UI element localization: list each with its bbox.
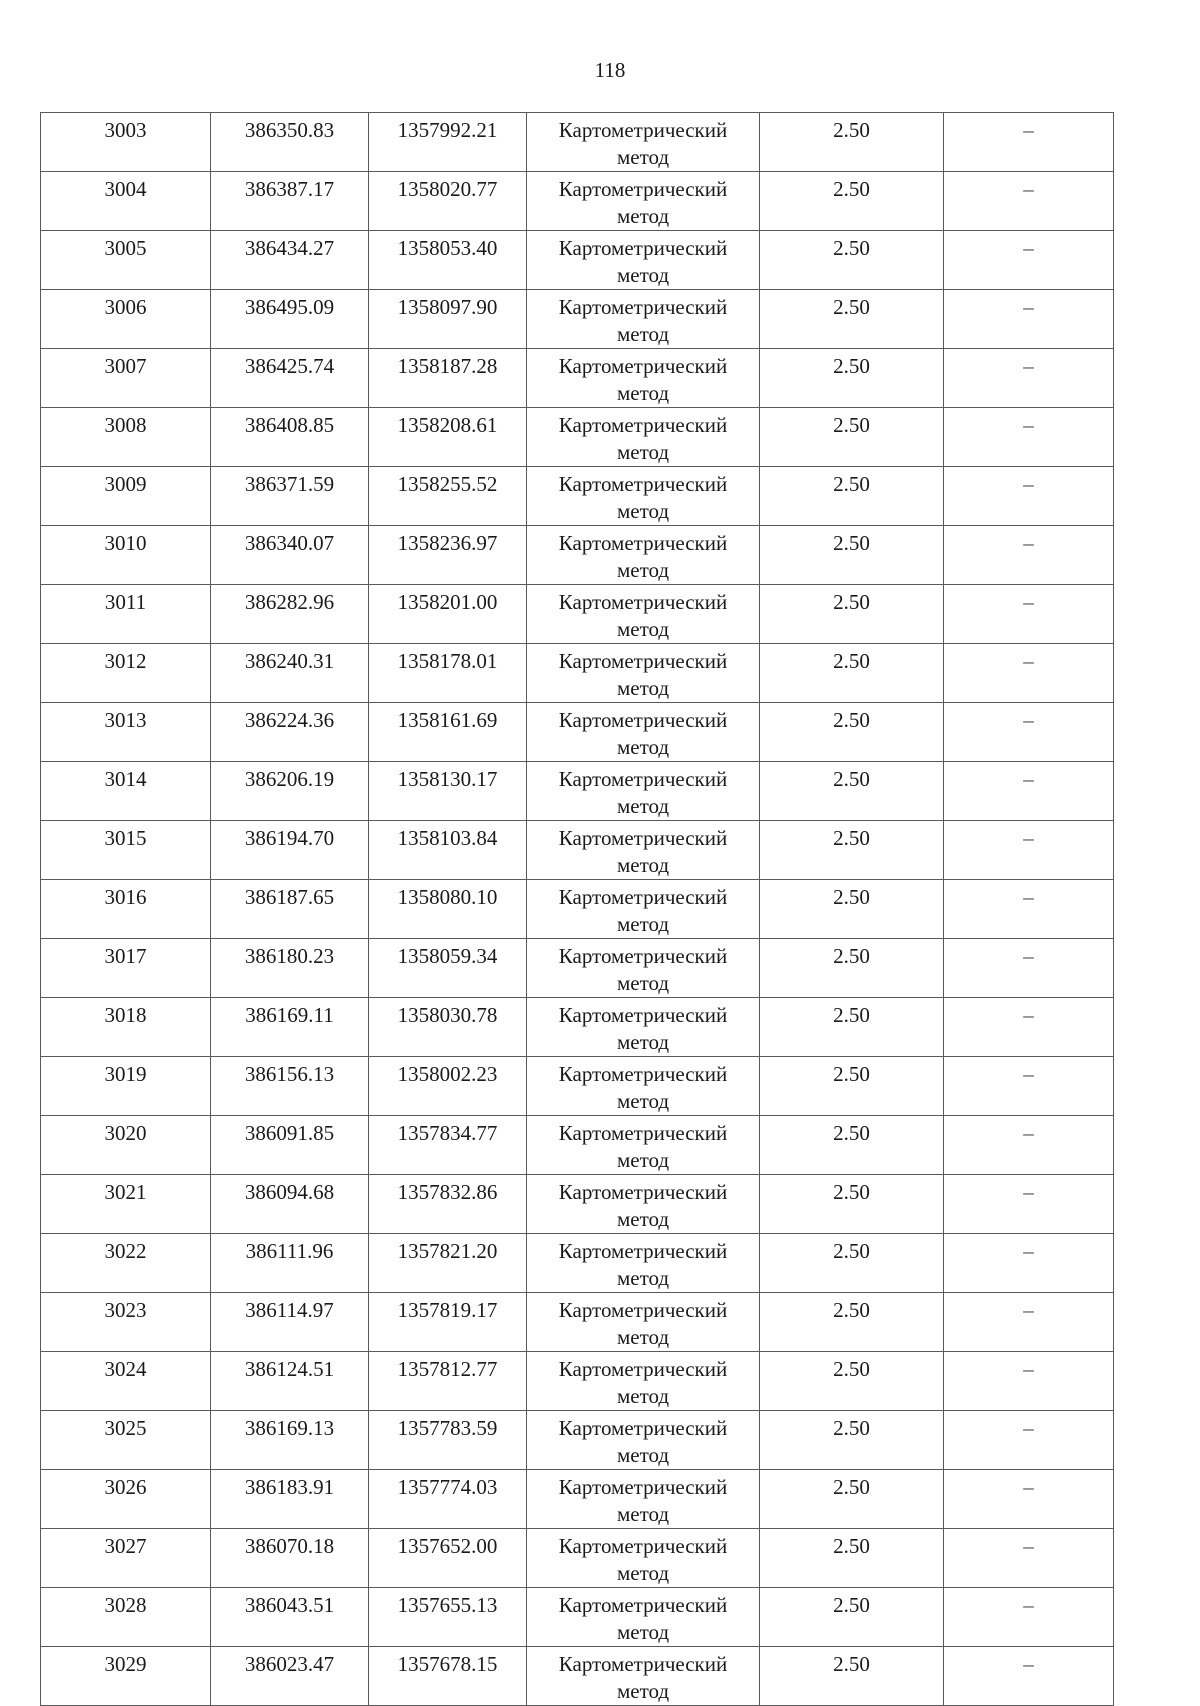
x-coordinate-cell: 386043.51 [211,1588,369,1647]
x-coordinate-cell: 386240.31 [211,644,369,703]
y-coordinate-cell: 1357678.15 [369,1647,527,1706]
method-cell: Картометрический метод [527,1234,760,1293]
point-number-cell: 3020 [41,1116,211,1175]
method-cell: Картометрический метод [527,526,760,585]
x-coordinate-cell: 386169.11 [211,998,369,1057]
note-cell: – [944,290,1114,349]
table-row [41,231,1114,290]
y-coordinate-cell: 1357652.00 [369,1529,527,1588]
table-row [41,998,1114,1057]
method-cell: Картометрический метод [527,1529,760,1588]
method-cell: Картометрический метод [527,1470,760,1529]
note-cell: – [944,703,1114,762]
y-coordinate-cell: 1357783.59 [369,1411,527,1470]
note-cell: – [944,231,1114,290]
y-coordinate-cell: 1358187.28 [369,349,527,408]
point-number-cell: 3011 [41,585,211,644]
accuracy-cell: 2.50 [760,821,944,880]
table-row [41,703,1114,762]
note-cell: – [944,172,1114,231]
point-number-cell: 3009 [41,467,211,526]
table-row [41,939,1114,998]
note-cell: – [944,1411,1114,1470]
x-coordinate-cell: 386224.36 [211,703,369,762]
table-row [41,349,1114,408]
point-number-cell: 3027 [41,1529,211,1588]
note-cell: – [944,1057,1114,1116]
y-coordinate-cell: 1358103.84 [369,821,527,880]
note-cell: – [944,821,1114,880]
y-coordinate-cell: 1358097.90 [369,290,527,349]
table-row [41,1175,1114,1234]
note-cell: – [944,1529,1114,1588]
point-number-cell: 3029 [41,1647,211,1706]
x-coordinate-cell: 386111.96 [211,1234,369,1293]
method-cell: Картометрический метод [527,467,760,526]
accuracy-cell: 2.50 [760,1057,944,1116]
accuracy-cell: 2.50 [760,998,944,1057]
accuracy-cell: 2.50 [760,880,944,939]
table-body [41,113,1114,1706]
y-coordinate-cell: 1358208.61 [369,408,527,467]
method-cell: Картометрический метод [527,821,760,880]
method-cell: Картометрический метод [527,290,760,349]
point-number-cell: 3017 [41,939,211,998]
y-coordinate-cell: 1358059.34 [369,939,527,998]
point-number-cell: 3019 [41,1057,211,1116]
accuracy-cell: 2.50 [760,585,944,644]
note-cell: – [944,1352,1114,1411]
note-cell: – [944,1234,1114,1293]
point-number-cell: 3004 [41,172,211,231]
table-row [41,1116,1114,1175]
y-coordinate-cell: 1358053.40 [369,231,527,290]
method-cell: Картометрический метод [527,998,760,1057]
table-row [41,1411,1114,1470]
note-cell: – [944,939,1114,998]
note-cell: – [944,1293,1114,1352]
method-cell: Картометрический метод [527,703,760,762]
method-cell: Картометрический метод [527,1352,760,1411]
table-row [41,408,1114,467]
table-row [41,172,1114,231]
y-coordinate-cell: 1358020.77 [369,172,527,231]
x-coordinate-cell: 386282.96 [211,585,369,644]
accuracy-cell: 2.50 [760,1175,944,1234]
point-number-cell: 3007 [41,349,211,408]
accuracy-cell: 2.50 [760,1588,944,1647]
table-row [41,1470,1114,1529]
point-number-cell: 3021 [41,1175,211,1234]
x-coordinate-cell: 386169.13 [211,1411,369,1470]
y-coordinate-cell: 1357655.13 [369,1588,527,1647]
accuracy-cell: 2.50 [760,1411,944,1470]
x-coordinate-cell: 386206.19 [211,762,369,821]
y-coordinate-cell: 1357774.03 [369,1470,527,1529]
method-cell: Картометрический метод [527,939,760,998]
x-coordinate-cell: 386183.91 [211,1470,369,1529]
point-number-cell: 3025 [41,1411,211,1470]
x-coordinate-cell: 386091.85 [211,1116,369,1175]
accuracy-cell: 2.50 [760,1647,944,1706]
accuracy-cell: 2.50 [760,1352,944,1411]
method-cell: Картометрический метод [527,644,760,703]
x-coordinate-cell: 386371.59 [211,467,369,526]
accuracy-cell: 2.50 [760,1293,944,1352]
accuracy-cell: 2.50 [760,703,944,762]
note-cell: – [944,1647,1114,1706]
accuracy-cell: 2.50 [760,1470,944,1529]
point-number-cell: 3018 [41,998,211,1057]
accuracy-cell: 2.50 [760,1234,944,1293]
accuracy-cell: 2.50 [760,1529,944,1588]
y-coordinate-cell: 1358030.78 [369,998,527,1057]
method-cell: Картометрический метод [527,1411,760,1470]
x-coordinate-cell: 386124.51 [211,1352,369,1411]
y-coordinate-cell: 1358201.00 [369,585,527,644]
table-row [41,1647,1114,1706]
x-coordinate-cell: 386070.18 [211,1529,369,1588]
x-coordinate-cell: 386350.83 [211,113,369,172]
note-cell: – [944,467,1114,526]
x-coordinate-cell: 386094.68 [211,1175,369,1234]
x-coordinate-cell: 386194.70 [211,821,369,880]
y-coordinate-cell: 1357821.20 [369,1234,527,1293]
accuracy-cell: 2.50 [760,939,944,998]
table-row [41,526,1114,585]
point-number-cell: 3005 [41,231,211,290]
y-coordinate-cell: 1357812.77 [369,1352,527,1411]
point-number-cell: 3016 [41,880,211,939]
note-cell: – [944,408,1114,467]
table-row [41,762,1114,821]
method-cell: Картометрический метод [527,113,760,172]
point-number-cell: 3003 [41,113,211,172]
point-number-cell: 3023 [41,1293,211,1352]
y-coordinate-cell: 1358130.17 [369,762,527,821]
accuracy-cell: 2.50 [760,467,944,526]
y-coordinate-cell: 1357819.17 [369,1293,527,1352]
accuracy-cell: 2.50 [760,644,944,703]
note-cell: – [944,1470,1114,1529]
y-coordinate-cell: 1358178.01 [369,644,527,703]
accuracy-cell: 2.50 [760,408,944,467]
point-number-cell: 3028 [41,1588,211,1647]
accuracy-cell: 2.50 [760,290,944,349]
point-number-cell: 3013 [41,703,211,762]
table-row [41,585,1114,644]
point-number-cell: 3015 [41,821,211,880]
note-cell: – [944,526,1114,585]
method-cell: Картометрический метод [527,1175,760,1234]
x-coordinate-cell: 386023.47 [211,1647,369,1706]
table-row [41,113,1114,172]
note-cell: – [944,113,1114,172]
accuracy-cell: 2.50 [760,172,944,231]
y-coordinate-cell: 1357832.86 [369,1175,527,1234]
point-number-cell: 3012 [41,644,211,703]
x-coordinate-cell: 386180.23 [211,939,369,998]
note-cell: – [944,1175,1114,1234]
method-cell: Картометрический метод [527,1057,760,1116]
accuracy-cell: 2.50 [760,349,944,408]
method-cell: Картометрический метод [527,231,760,290]
x-coordinate-cell: 386434.27 [211,231,369,290]
x-coordinate-cell: 386187.65 [211,880,369,939]
table-row [41,1293,1114,1352]
point-number-cell: 3022 [41,1234,211,1293]
coordinates-table [40,112,1114,1706]
method-cell: Картометрический метод [527,762,760,821]
table-row [41,1529,1114,1588]
note-cell: – [944,644,1114,703]
table-row [41,1588,1114,1647]
table-row [41,880,1114,939]
method-cell: Картометрический метод [527,349,760,408]
page-number: 118 [594,58,626,82]
x-coordinate-cell: 386387.17 [211,172,369,231]
method-cell: Картометрический метод [527,408,760,467]
accuracy-cell: 2.50 [760,231,944,290]
y-coordinate-cell: 1357992.21 [369,113,527,172]
x-coordinate-cell: 386156.13 [211,1057,369,1116]
point-number-cell: 3014 [41,762,211,821]
note-cell: – [944,1116,1114,1175]
method-cell: Картометрический метод [527,1588,760,1647]
table-row [41,644,1114,703]
accuracy-cell: 2.50 [760,526,944,585]
y-coordinate-cell: 1358236.97 [369,526,527,585]
y-coordinate-cell: 1358080.10 [369,880,527,939]
point-number-cell: 3010 [41,526,211,585]
point-number-cell: 3006 [41,290,211,349]
x-coordinate-cell: 386408.85 [211,408,369,467]
method-cell: Картометрический метод [527,1116,760,1175]
method-cell: Картометрический метод [527,880,760,939]
accuracy-cell: 2.50 [760,1116,944,1175]
note-cell: – [944,349,1114,408]
method-cell: Картометрический метод [527,585,760,644]
point-number-cell: 3024 [41,1352,211,1411]
table-row [41,1352,1114,1411]
method-cell: Картометрический метод [527,1293,760,1352]
note-cell: – [944,762,1114,821]
y-coordinate-cell: 1358255.52 [369,467,527,526]
point-number-cell: 3008 [41,408,211,467]
x-coordinate-cell: 386495.09 [211,290,369,349]
note-cell: – [944,998,1114,1057]
point-number-cell: 3026 [41,1470,211,1529]
note-cell: – [944,880,1114,939]
y-coordinate-cell: 1357834.77 [369,1116,527,1175]
table-row [41,821,1114,880]
accuracy-cell: 2.50 [760,762,944,821]
x-coordinate-cell: 386114.97 [211,1293,369,1352]
x-coordinate-cell: 386340.07 [211,526,369,585]
y-coordinate-cell: 1358002.23 [369,1057,527,1116]
accuracy-cell: 2.50 [760,113,944,172]
table-row [41,467,1114,526]
note-cell: – [944,1588,1114,1647]
y-coordinate-cell: 1358161.69 [369,703,527,762]
table-row [41,1057,1114,1116]
note-cell: – [944,585,1114,644]
x-coordinate-cell: 386425.74 [211,349,369,408]
method-cell: Картометрический метод [527,1647,760,1706]
table-row [41,290,1114,349]
method-cell: Картометрический метод [527,172,760,231]
table-row [41,1234,1114,1293]
